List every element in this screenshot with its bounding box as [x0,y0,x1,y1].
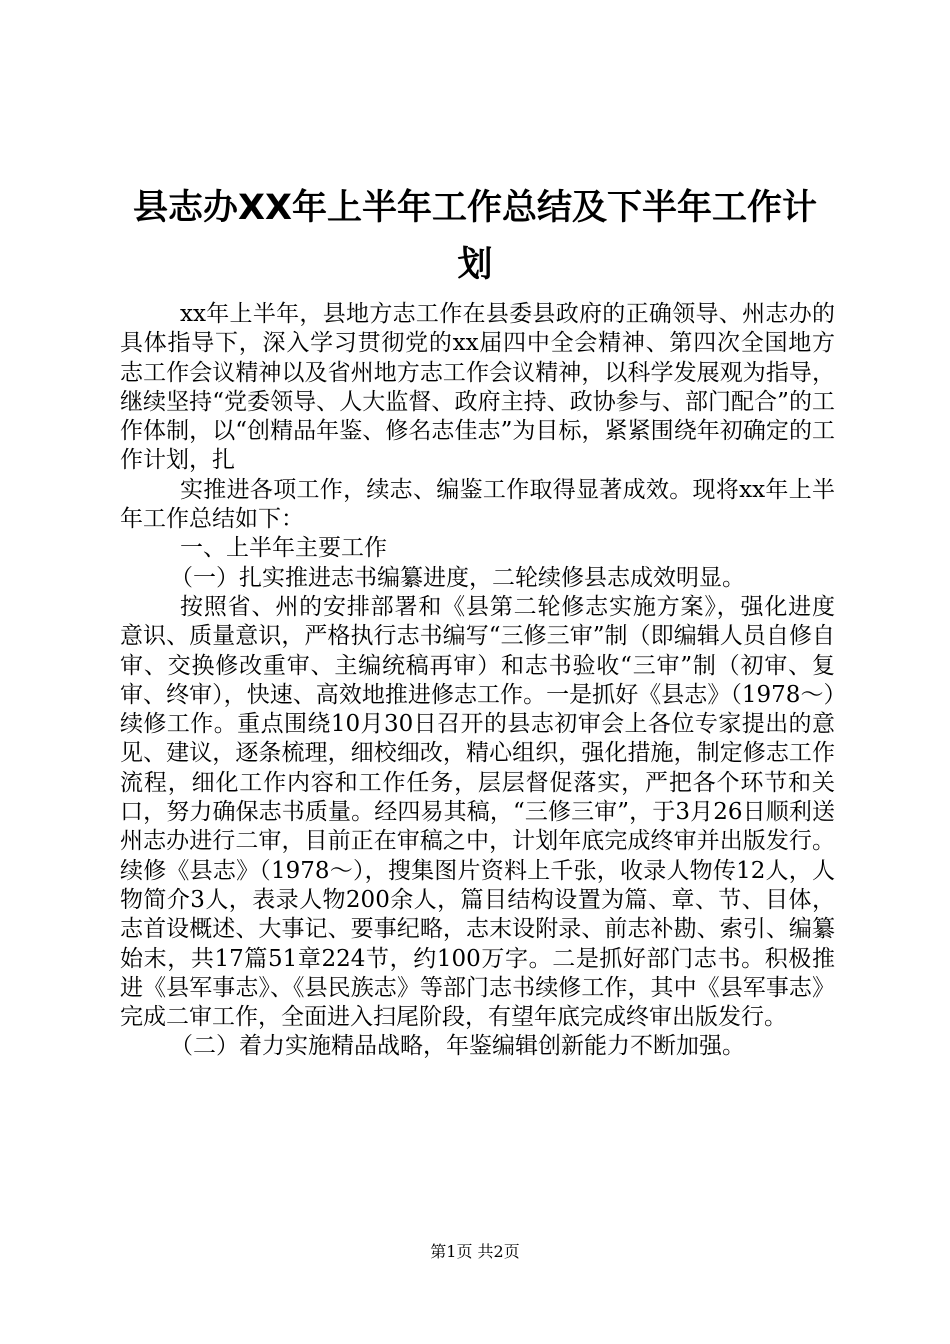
document-body [120,300,835,1062]
page-footer: 第1页 共2页 [430,1242,520,1261]
intro-continuation-paragraph: 实推进各项工作，续志、编鉴工作取得显著成效。现将xx年上半年工作总结如下： [120,476,835,533]
document-title: 县志办XX年上半年工作总结及下半年工作计划 [133,188,817,285]
subsection-heading-1: （一）扎实推进志书编纂进度，二轮续修县志成效明显。 [170,564,745,591]
subsection-1-paragraph: 按照省、州的安排部署和《县第二轮修志实施方案》，强化进度意识、质量意识，严格执行志书编写“三修三审”制（即编辑人员自修自审、交换修改重审、主编统稿再审）和志书验收“三审”制（初审、复审、终审），快速、高效地推进修志工作。一是抓好《县志》（1978～）续修工作。重点围绕10月30日召开的县志初审会上各位专家提出的意见、建议，逐条梳理，细校细改，精心组织，强化措施，制定修志工作流程，细化工作内容和工作任务，层层督促落实，严把各个环节和关口，努力确保志书质量。经四易其稿，“三修三审”，于3月26日顺利送州志办进行二审，目前正在审稿之中，计划年底完成终审并出版发行。续修《县志》（1978～），搜集图片资料上千张，收录人物传12人，人物简介3人，表录人物200余人，篇目结构设置为篇、章、节、目体，志首设概述、大事记、要事纪略，志末设附录、前志补勘、索引、编纂始末，共17篇51章224节，约100万字。二是抓好部门志书。积极推进《县军事志》、《县民族志》等部门志书续修工作，其中《县军事志》完成二审工作，全面进入扫尾阶段，有望年底完成终审出版发行。 [120,593,835,1031]
intro-paragraph: xx年上半年，县地方志工作在县委县政府的正确领导、州志办的具体指导下，深入学习贯彻党的xx届四中全会精神、第四次全国地方志工作会议精神以及省州地方志工作会议精神，以科学发展观为指导，继续坚持“党委领导、人大监督、政府主持、政协参与、部门配合”的工作体制，以“创精品年鉴、修名志佳志”为目标，紧紧围绕年初确定的工作计划，扎 [120,301,835,474]
subsection-heading-2: （二）着力实施精品战略，年鉴编辑创新能力不断加强。 [170,1033,745,1060]
section-heading: 一、上半年主要工作 [180,535,387,562]
